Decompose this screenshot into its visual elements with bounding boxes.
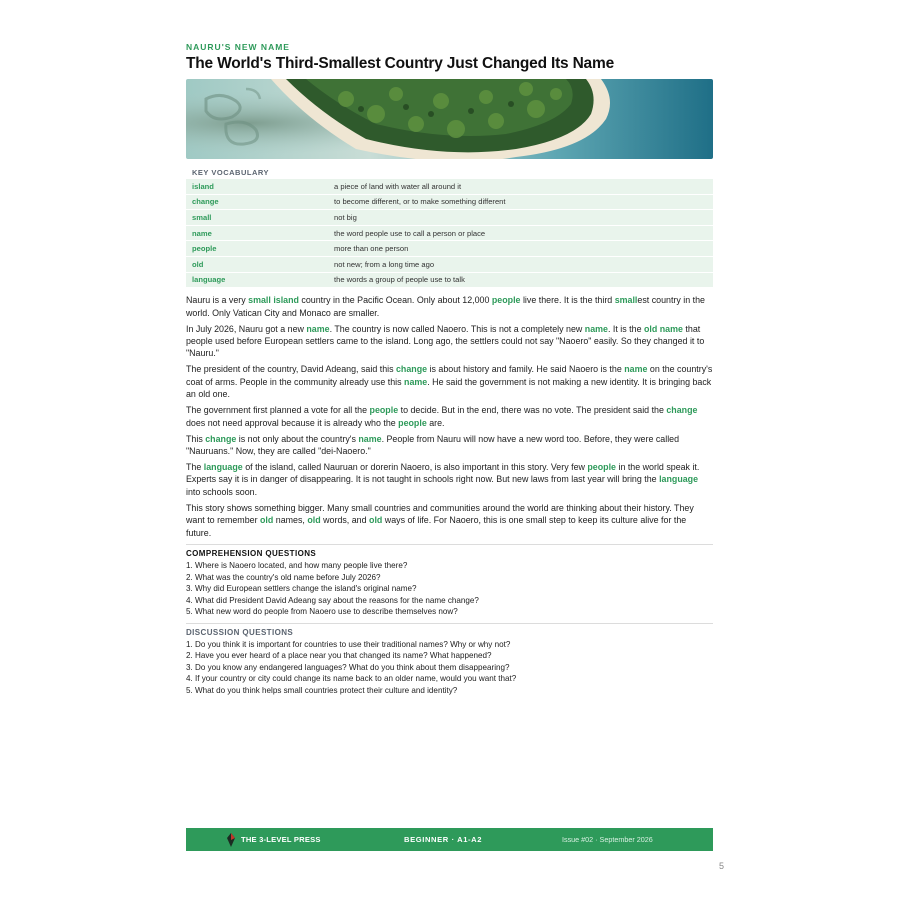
paragraph [186,461,713,498]
vocabulary-keyword: name [404,376,428,387]
vocabulary-keyword: old name [643,323,683,334]
list-item: 5. What do you think helps small countries protect their culture and identity? [186,685,458,695]
list-item: 1. Do you think it is important for countries to use their traditional names? Why or why not? [186,639,511,649]
list-item: 2. Have you ever heard of a place near you that changed its name? What happened? [186,651,492,661]
publisher-name: THE 3-LEVEL PRESS [241,835,321,844]
vocabulary-table [186,179,713,288]
text-run: is not only about the country's [236,433,359,444]
vocabulary-definition: more than one person [328,241,713,257]
vocabulary-keyword: old [260,515,274,526]
list-item: 3. Why did European settlers change the island's original name? [186,584,417,594]
article-page [186,42,713,696]
text-run: ways of life. For Naoero, this is one small step to keep its culture alive for the future. [186,515,687,538]
vocabulary-keyword: small island [248,295,299,306]
vocabulary-row [186,256,713,272]
paragraph [186,323,713,360]
text-run: country in the Pacific Ocean. Only about 12,000 [298,295,492,306]
comprehension-heading: COMPREHENSION QUESTIONS [186,549,317,559]
vocabulary-word: island [186,179,328,194]
paragraph [186,404,713,429]
text-run: The president of the country, David Adeang, said this [186,364,396,375]
text-run: . It is the [607,323,644,334]
vocabulary-definition: not new; from a long time ago [328,256,713,272]
vocabulary-word: old [186,256,328,272]
discussion-list [186,639,713,697]
footer-bar [186,828,713,851]
text-run: to decide. But in the end, there was no vote. The president said the [398,405,667,416]
list-item: 3. Do you know any endangered languages? What do you think about them disappearing? [186,662,510,672]
text-run: names, [273,515,308,526]
vocabulary-keyword: name [584,323,608,334]
level-label: BEGINNER · A1-A2 [404,835,483,844]
vocabulary-row [186,179,713,194]
vocabulary-keyword: name [306,323,330,334]
text-run: on the country's coat of arms. People in the community already use this [186,364,713,387]
island-photo [186,79,713,159]
paragraph [186,433,713,458]
vocabulary-keyword: old [369,515,383,526]
list-item: 5. What new word do people from Naoero use to describe themselves now? [186,607,458,617]
vocabulary-definition: the words a group of people use to talk [328,272,713,288]
publisher [241,835,321,844]
vocabulary-heading: KEY VOCABULARY [192,168,270,177]
text-run: . He said the government is not making a new identity. It is bringing back an old one. [186,376,712,400]
text-run: are. [426,417,445,428]
vocabulary-row [186,225,713,241]
text-run: The [186,462,204,472]
discussion-heading: DISCUSSION QUESTIONS [186,627,294,637]
text-run: This [186,433,206,444]
vocabulary-word: change [186,194,328,210]
vocabulary-keyword: name [358,433,382,444]
issue-label: Issue #02 · September 2026 [562,835,653,844]
paragraph [186,502,713,539]
text-run: in the world speak it. Experts say it is in danger of disappearing. It is not taught in schools right now. But new laws from last year will bring the [186,462,700,485]
text-run: est country in the world. Only Vatican City and Monaco are smaller. [186,295,705,318]
section-kicker: NAURU'S NEW NAME [186,42,290,52]
paragraph [186,294,713,319]
divider [186,623,713,624]
pen-nib-icon [226,833,236,847]
vocabulary-keyword: language [659,474,699,485]
vocabulary-keyword: small [614,295,638,306]
text-run: This story shows something bigger. Many small countries and communities around the world are thinking about their history. They want to remember [186,502,694,526]
article-title: The World's Third-Smallest Country Just Changed Its Name [186,55,614,72]
text-run: . People from Nauru will now have a new word too. Before, they were called "Nauruans." Now, they are called "dei-Naoero." [186,433,680,456]
text-run: that people used before European settlers came to the island. Long ago, the settlers could not say "Naoero" easily. So they changed it to "Nauru." [186,323,705,359]
text-run: of the island, called Nauruan or dorerin Naoero, is also important in this story. Very few [242,462,588,472]
comprehension-list [186,560,713,618]
article-body [186,294,713,539]
vocabulary-keyword: change [396,364,428,375]
vocabulary-definition: to become different, or to make something different [328,194,713,210]
paragraph [186,363,713,400]
vocabulary-keyword: people [491,295,521,306]
vocabulary-definition: the word people use to call a person or place [328,225,713,241]
vocabulary-row [186,272,713,288]
text-run: . The country is now called Naoero. This is not a completely new [329,323,585,334]
vocabulary-keyword: people [398,417,427,428]
list-item: 4. If your country or city could change its name back to an older name, would you want that? [186,674,517,684]
vocabulary-word: language [186,272,328,288]
vocabulary-row [186,210,713,226]
vocabulary-keyword: name [624,364,648,375]
vocabulary-word: name [186,225,328,241]
vocabulary-keyword: old [307,515,321,526]
text-run: words, and [320,515,370,526]
text-run: In July 2026, Nauru got a new [186,323,307,334]
list-item: 4. What did President David Adeang say about the reasons for the name change? [186,595,479,605]
vocabulary-keyword: people [587,462,616,472]
page-number: 5 [719,861,725,871]
list-item: 1. Where is Naoero located, and how many people live there? [186,561,408,571]
text-run: Nauru is a very [186,295,249,306]
vocabulary-keyword: change [205,433,237,444]
list-item: 2. What was the country's old name before July 2026? [186,572,381,582]
vocabulary-keyword: people [369,405,399,416]
vocabulary-word: small [186,210,328,226]
vocabulary-keyword: language [203,462,243,472]
vocabulary-definition: not big [328,210,713,226]
text-run: does not need approval because it is already who the [186,417,399,428]
text-run: is about history and family. He said Naoero is the [427,364,625,375]
vocabulary-definition: a piece of land with water all around it [328,179,713,194]
divider [186,544,713,545]
vocabulary-row [186,241,713,257]
vocabulary-row [186,194,713,210]
text-run: into schools soon. [186,486,258,497]
vocabulary-keyword: change [666,405,698,416]
text-run: The government first planned a vote for all the [186,405,370,416]
vocabulary-word: people [186,241,328,257]
text-run: live there. It is the third [520,295,615,306]
